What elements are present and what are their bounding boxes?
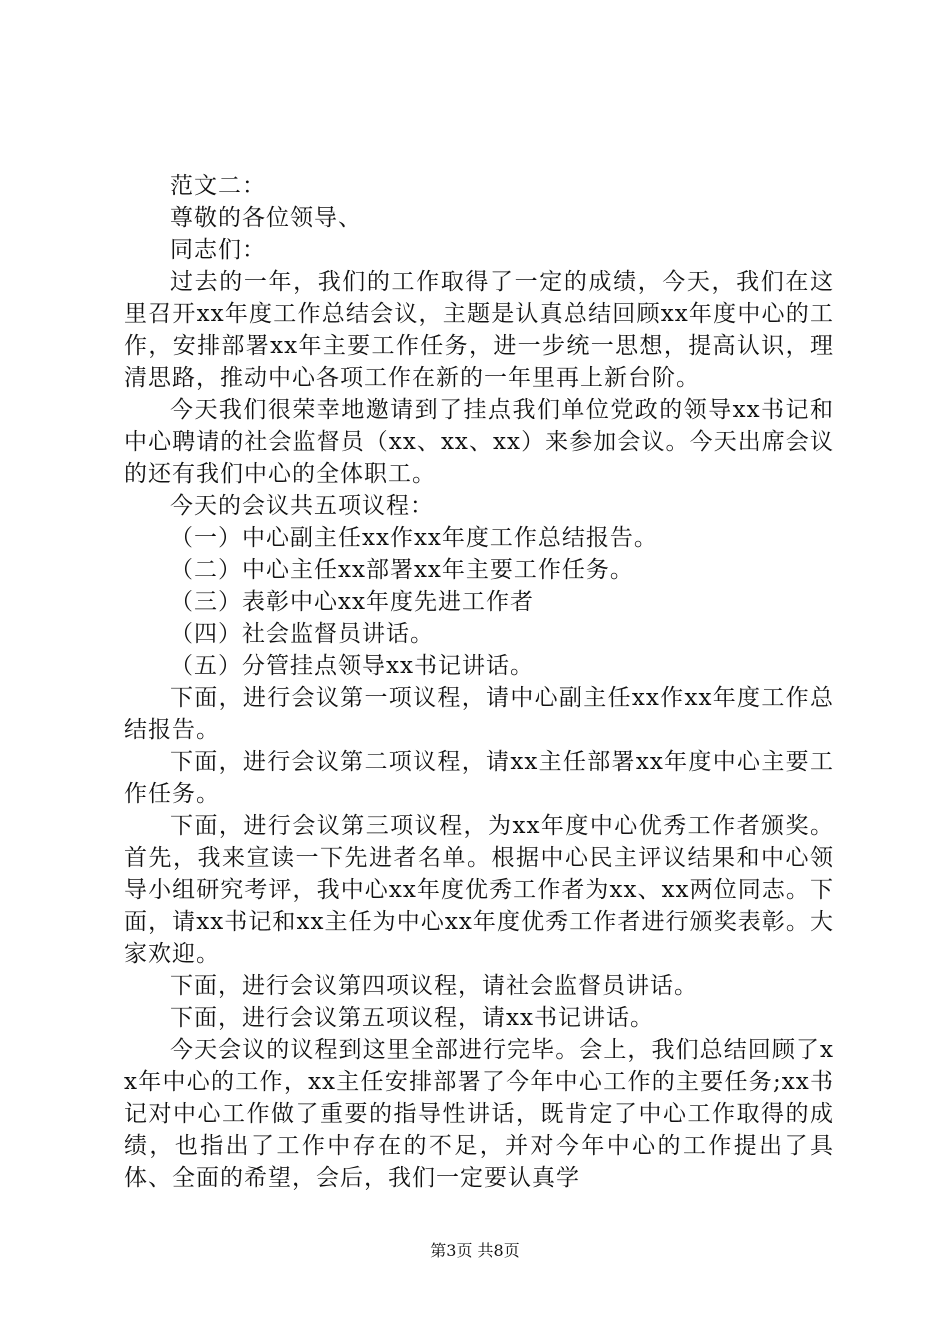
paragraph-heading: 范文二： [170, 173, 266, 199]
paragraph-salutation: 同志们： [170, 237, 266, 263]
agenda-item: （三）表彰中心xx年度先进工作者 [170, 589, 534, 615]
agenda-item: （四）社会监督员讲话。 [170, 621, 434, 647]
page-footer: 第3页 共8页 [430, 1241, 520, 1260]
paragraph: 下面，进行会议第三项议程，为xx年度中心优秀工作者颁奖。首先，我来宣读一下先进者名单。根据中心民主评议结果和中心领导小组研究考评，我中心xx年度优秀工作者为xx、xx两位同志。下面，请xx书记和xx主任为中心xx年度优秀工作者进行颁奖表彰。大家欢迎。 [124, 813, 834, 967]
paragraph-agenda-intro: 今天的会议共五项议程： [170, 493, 434, 519]
paragraph: 过去的一年，我们的工作取得了一定的成绩，今天，我们在这里召开xx年度工作总结会议，主题是认真总结回顾xx年度中心的工作，安排部署xx年主要工作任务，进一步统一思想，提高认识，理清思路，推动中心各项工作在新的一年里再上新台阶。 [124, 269, 834, 391]
agenda-item: （一）中心副主任xx作xx年度工作总结报告。 [170, 525, 658, 551]
paragraph: 下面，进行会议第一项议程，请中心副主任xx作xx年度工作总结报告。 [124, 685, 834, 743]
agenda-item: （二）中心主任xx部署xx年主要工作任务。 [170, 557, 634, 583]
paragraph: 今天会议的议程到这里全部进行完毕。会上，我们总结回顾了xx年中心的工作，xx主任安排部署了今年中心工作的主要任务;xx书记对中心工作做了重要的指导性讲话，既肯定了中心工作取得的成绩，也指出了工作中存在的不足，并对今年中心的工作提出了具体、全面的希望，会后，我们一定要认真学 [124, 1037, 834, 1191]
paragraph: 下面，进行会议第四项议程，请社会监督员讲话。 [170, 973, 698, 999]
paragraph-salutation: 尊敬的各位领导、 [170, 205, 362, 231]
document-body [124, 170, 834, 1194]
agenda-item: （五）分管挂点领导xx书记讲话。 [170, 653, 534, 679]
paragraph: 下面，进行会议第二项议程，请xx主任部署xx年度中心主要工作任务。 [124, 749, 834, 807]
paragraph: 下面，进行会议第五项议程，请xx书记讲话。 [170, 1005, 654, 1031]
paragraph: 今天我们很荣幸地邀请到了挂点我们单位党政的领导xx书记和中心聘请的社会监督员（xx、xx、xx）来参加会议。今天出席会议的还有我们中心的全体职工。 [124, 397, 834, 487]
